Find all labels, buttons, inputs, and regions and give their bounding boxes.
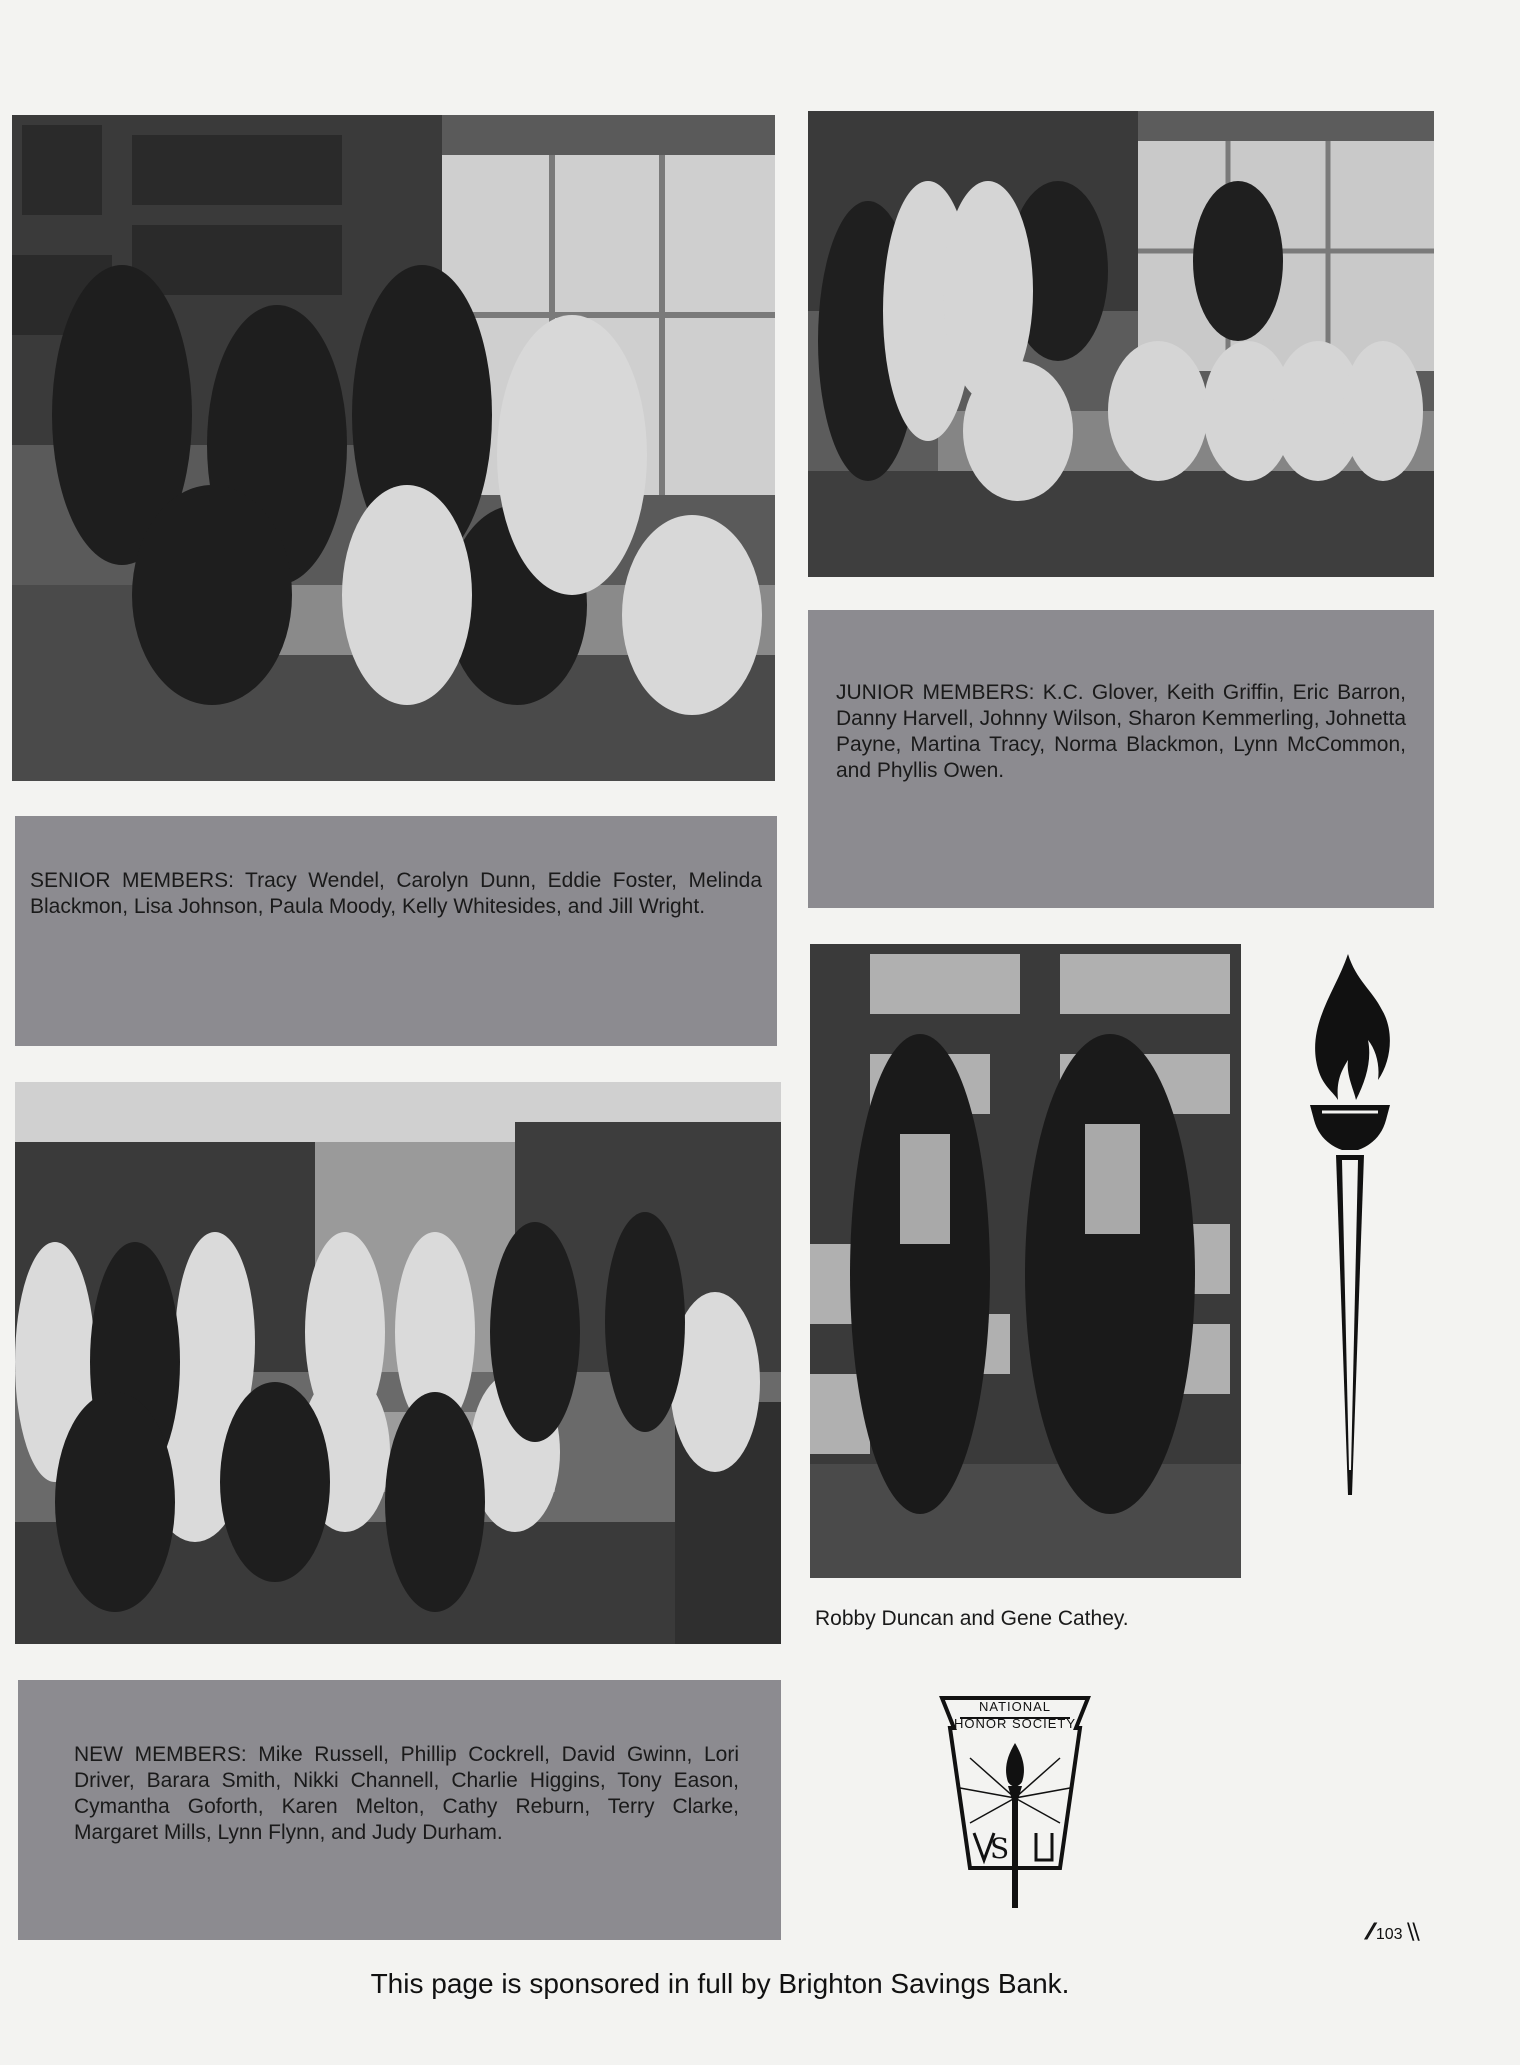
senior-members-caption-box <box>15 816 777 1046</box>
junior-members-caption: JUNIOR MEMBERS: K.C. Glover, Keith Griffin, Eric Barron, Danny Harvell, Johnny Wilson, Sharon Kemmerling, Johnetta Payne, Martina Tracy, Norma Blackmon, Lynn McCommon, and Phyllis Owen. <box>836 681 1406 782</box>
senior-members-photo <box>12 115 775 781</box>
junior-members-photo <box>808 111 1434 577</box>
sponsor-footer: This page is sponsored in full by Brighton Savings Bank. <box>370 1968 1070 1999</box>
page-number <box>1368 1920 1418 1945</box>
nhs-logo <box>930 1688 1100 1918</box>
new-members-caption: NEW MEMBERS: Mike Russell, Phillip Cockrell, David Gwinn, Lori Driver, Barara Smith, Nikki Channell, Charlie Higgins, Tony Eason, Cymantha Goforth, Karen Melton, Cathy Reburn, Terry Clarke, Margaret Mills, Lynn Flynn, and Judy Durham. <box>74 1743 739 1844</box>
officers-caption: Robby Duncan and Gene Cathey. <box>815 1607 1129 1630</box>
burst-left-icon: ⁄⁄ <box>1368 1920 1372 1945</box>
new-members-caption-box <box>18 1680 781 1940</box>
nhs-logo-line1: NATIONAL <box>978 1699 1052 1714</box>
torch-icon <box>1302 950 1398 1500</box>
junior-members-caption-box <box>808 610 1434 908</box>
svg-text:S: S <box>990 1832 1010 1865</box>
burst-right-icon: \\ <box>1406 1920 1418 1945</box>
nhs-logo-line2: HONOR SOCIETY <box>953 1716 1077 1731</box>
officers-photo <box>810 944 1241 1578</box>
senior-members-caption: SENIOR MEMBERS: Tracy Wendel, Carolyn Dunn, Eddie Foster, Melinda Blackmon, Lisa Johnson, Paula Moody, Kelly Whitesides, and Jill Wright. <box>30 869 762 918</box>
new-members-photo <box>15 1082 781 1644</box>
page-number-text: 103 <box>1375 1926 1403 1943</box>
